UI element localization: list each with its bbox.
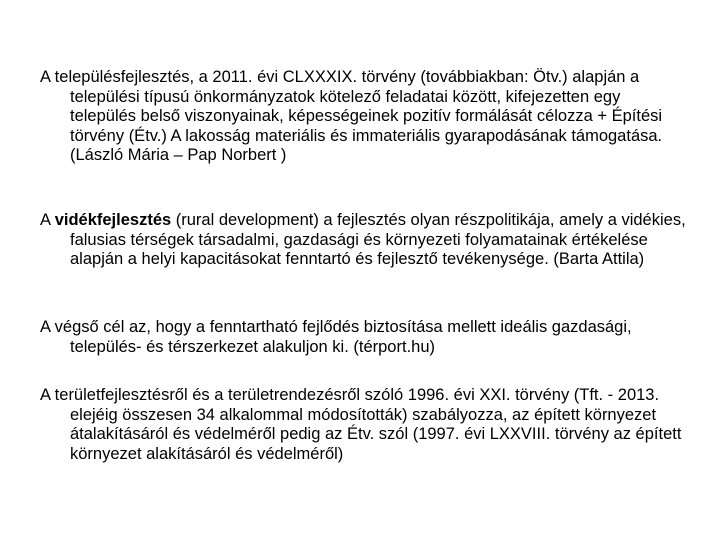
paragraph-telepulesfejlesztes: A településfejlesztés, a 2011. évi CLXXXIX. törvény (továbbiakban: Ötv.) alapján a települési típusú önkormányzatok kötelező feladatai között, kifejezetten egy település belső viszonyainak, képességeinek pozitív formálását célozza + Építési törvény (Étv.) A lakosság materiális és immateriális gyarapodásának támogatása. (László Mária – Pap Norbert ) [40, 68, 663, 164]
paragraph-vegso-cel: A végső cél az, hogy a fenntartható fejlődés biztosítása mellett ideális gazdasági, település- és térszerkezet alakuljon ki. (térport.hu) [40, 318, 632, 356]
paragraph-prefix: A [40, 211, 55, 229]
paragraph-videkfejlesztes [40, 211, 690, 270]
bold-term: vidékfejlesztés [54, 211, 172, 229]
paragraph-rest: (rural development) a fejlesztés olyan részpolitikája, amely a vidékies, falusias térségek társadalmi, gazdasági és környezeti folyamatainak értékelése alapján a helyi kapacitásokat fenntartó és fejlesztő tevékenysége. (Barta Attila) [70, 211, 686, 268]
paragraph-teruletfejlesztes: A területfejlesztésről és a területrendezésről szóló 1996. évi XXI. törvény (Tft. - 2013. elejéig összesen 34 alkalommal módosították) szabályozza, az épített környezet átalakításáról és védelméről pedig az Étv. szól (1997. évi LXXVIII. törvény az épített környezet alakításáról és védelméről) [40, 386, 682, 463]
